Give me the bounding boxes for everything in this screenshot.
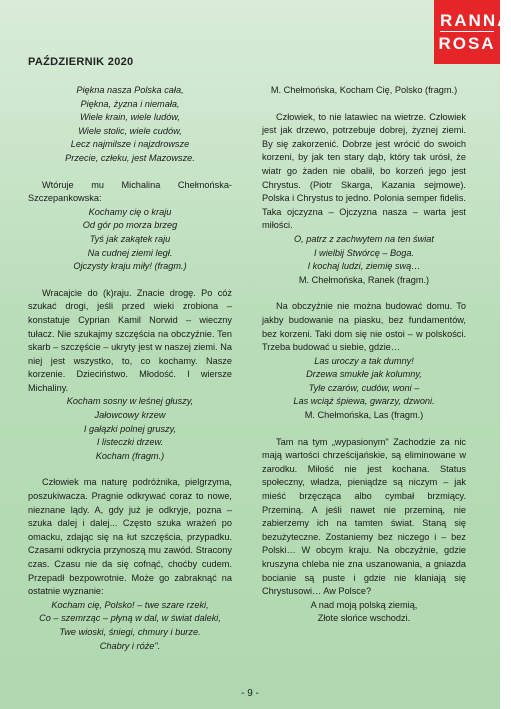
poem-line: Drzewa smukłe jak kolumny, <box>306 369 422 380</box>
logo-line-2: ROSA <box>438 34 496 53</box>
poem-line: Na cudnej ziemi legł. <box>87 247 173 258</box>
poem-1 <box>28 84 232 166</box>
citation: M. Chełmońska, Las (fragm.) <box>304 410 424 421</box>
poem-line: Od gór po morza brzeg <box>82 220 178 231</box>
closing-lines <box>262 599 466 626</box>
poem-line: Tyle czarów, cudów, woni – <box>308 382 420 393</box>
poem-2 <box>28 206 232 274</box>
poem-line: Wiele krain, wiele ludów, <box>79 112 180 123</box>
poem-line: Twe wioski, śniegi, chmury i burze. <box>59 626 201 637</box>
citation: M. Chełmońska, Kocham Cię, Polsko (fragm.) <box>270 85 458 95</box>
poem-line: Lecz najmilsze i najzdrowsze <box>70 139 190 150</box>
citation: M. Chełmońska, Ranek (fragm.) <box>298 274 430 285</box>
poem-line: I kochaj ludzi, ziemię swą… <box>307 261 421 272</box>
poem-line: Wiele stolic, wiele cudów, <box>78 125 182 136</box>
poem-line: Przecie, człeku, jest Mazowsze. <box>65 152 195 163</box>
poem-line: Kochamy cię o kraju <box>88 206 172 217</box>
poem-line: I gałązki polnej gruszy, <box>83 423 177 434</box>
poem-line: A nad moją polską ziemią, <box>310 599 418 610</box>
left-column <box>28 84 232 653</box>
poem-line: Piękna, żyzna i niemała, <box>80 98 180 109</box>
poem-line: I wielbij Stwórcę – Boga. <box>313 247 415 258</box>
paragraph: Tam na tym „wypasionym" Zachodzie za nic mają wartości chrześcijańskie, są eliminowane w zarodku. Miłość nie jest kochana. Status społeczny, władza, pieniądze są niczym – jak mieść brzęcząca albo cymbał brzmiący. Przeminą. A jeśli nawet nie przeminą, nie zabierzemy ich na tamten świat. Staną się bezużyteczne. Zostaniemy bez niczego i – bez Polski… W obcym kraju. Na obczyźnie, gdzie kruszyna chleba nie zna uszanowania, a gniazda bocianie są puste i gdzie nie kłaniają się Chrystusowi… Aw Polsce? <box>262 436 466 597</box>
poem-line: Kocham sosny w leśnej głuszy, <box>66 396 194 407</box>
poem-3 <box>28 395 232 463</box>
paragraph: Wtóruje mu Michalina Chełmońska-Szczepankowska: <box>28 179 232 204</box>
poem-line: Las uroczy a tak dumny! <box>314 355 414 366</box>
paragraph: Człowiek, to nie latawiec na wietrze. Człowiek jest jak drzewo, potrzebuje dobrej, żyznej ziemi. By się zakorzenić. Dobrze jest wrócić do swoich korzeni, by jak ten stary dąb, który tak urósł, że wiatr go żaden nie obalił, bo korzeń jego jest Chrystus. (Piotr Skarga, Kazania sejmowe). Polska i Chrystus to jedno. Polonia semper fidelis. Taka ojczyzna – Ojczyzna nasza – warta jest miłości. <box>262 111 466 231</box>
issue-month: PAŹDZIERNIK 2020 <box>28 56 134 68</box>
poem-4 <box>28 599 232 653</box>
poem-line: Chabry i róże". <box>99 640 161 651</box>
logo-line-1: RANNA <box>440 11 511 30</box>
paragraph: Człowiek ma naturę podróżnika, pielgrzyma, poszukiwacza. Pragnie odkrywać coraz to nowe, nieznane lądy. A, gdy już je odkryje, pozna – szuka dalej i dalej... Często szuka wrażeń po omacku, zdając się na łut szczęścia, przypadku. Czasami odkrycia przynoszą mu zawód. Stracony czas. Czasu nie da się cofnąć, choćby cudem. Przepadł bezpowrotnie. Może go zabraknąć na ostatnie wyznanie: <box>28 477 232 597</box>
poem-line: Piękna nasza Polska cała, <box>76 85 184 95</box>
poem-line: Złote słońce wschodzi. <box>317 613 411 624</box>
poem-line: Ojczysty kraju miły! (fragm.) <box>73 261 187 272</box>
poem-line: O, patrz z zachwytem na ten świat <box>294 233 434 244</box>
poem-line: Co – szemrząc – płyną w dal, w świat daleki, <box>39 613 221 624</box>
poem-line: Jałowcowy krzew <box>94 410 166 421</box>
poem-line: Las wciąż śpiewa, gwarzy, dzwoni. <box>293 396 435 407</box>
poem-6 <box>262 355 466 409</box>
poem-line: I listeczki drzew. <box>96 437 164 448</box>
poem-line: Tyś jak zakątek raju <box>89 233 171 244</box>
poem-line: Kocham cię, Polsko! – twe szare rzeki, <box>51 599 209 610</box>
poem-line: Kocham (fragm.) <box>95 450 165 461</box>
right-column <box>262 84 466 626</box>
paragraph: Na obczyźnie nie można budować domu. To jakby budowanie na piasku, bez fundamentów, bez korzeni. Taki dom się nie ostoi – w polskości. Trzeba budować u siebie, gdzie… <box>262 301 466 353</box>
poem-5 <box>262 233 466 274</box>
paragraph: Wracajcie do (k)raju. Znacie drogę. Po cóż szukać drogi, jeśli przed wieki zrobiona – konstatuje Cyprian Kamil Norwid – wieczny tułacz. Nie szukajmy szczęścia na obczyźnie. Ten skarb – szczęście – ukryty jest w naszej ziemi. Na niej jest wszystko, to, co kochamy. Nasze korzenie. Dzieciństwo. Młodość. I wiersze Michaliny. <box>28 287 232 393</box>
magazine-logo <box>434 0 511 64</box>
page-number: - 9 - <box>241 688 259 699</box>
